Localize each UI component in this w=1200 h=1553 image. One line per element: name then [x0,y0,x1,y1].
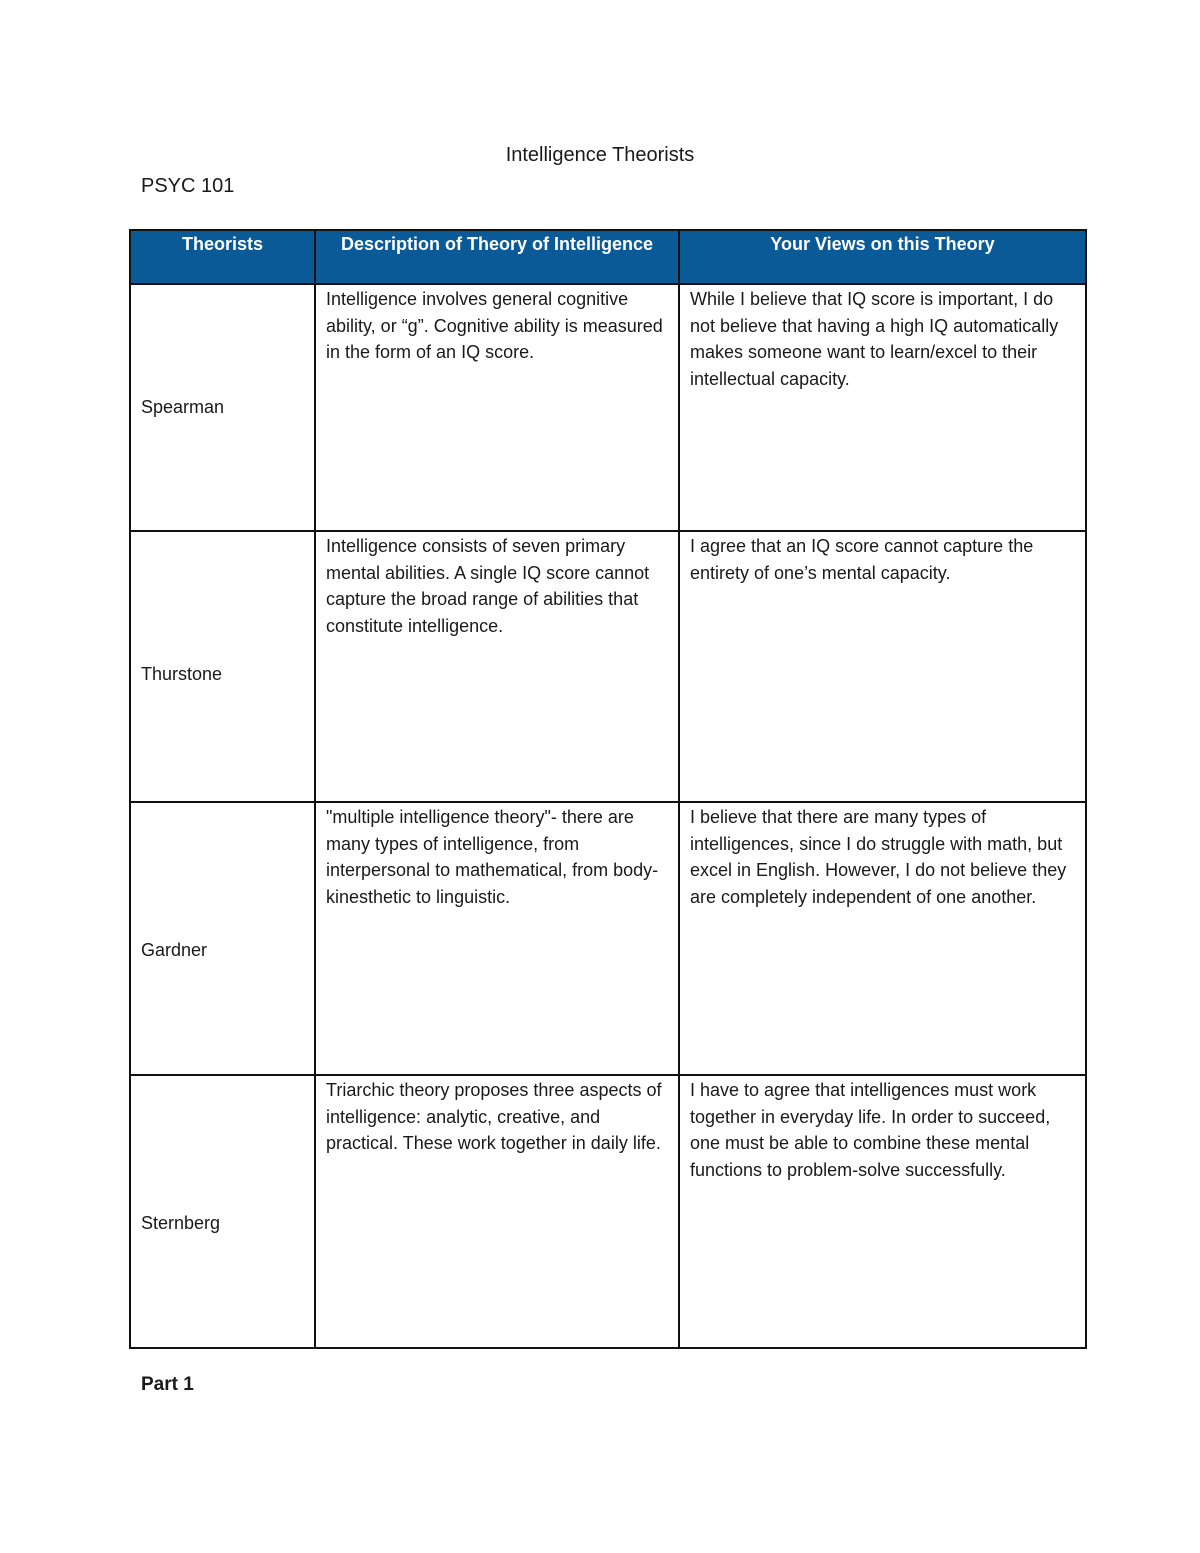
description-cell: Intelligence consists of seven primary mental abilities. A single IQ score cannot capture the broad range of abilities that constitute intelligence. [315,531,679,802]
table-row [130,1075,1086,1348]
theorists-table [129,229,1087,1349]
table-header-row [130,230,1086,284]
description-cell: Triarchic theory proposes three aspects of intelligence: analytic, creative, and practical. These work together in daily life. [315,1075,679,1348]
header-description: Description of Theory of Intelligence [315,230,679,284]
view-cell: I agree that an IQ score cannot capture the entirety of one’s mental capacity. [679,531,1086,802]
theorist-name: Sternberg [141,1213,221,1234]
table-row [130,284,1086,531]
course-code: PSYC 101 [141,175,235,197]
theorist-cell [130,802,315,1075]
description-cell: "multiple intelligence theory"- there are many types of intelligence, from interpersonal to mathematical, from body-kinesthetic to linguistic. [315,802,679,1075]
header-theorists: Theorists [130,230,315,284]
table-row [130,802,1086,1075]
table-row [130,531,1086,802]
theorist-name: Thurstone [141,664,223,685]
view-cell: While I believe that IQ score is important, I do not believe that having a high IQ automatically makes someone want to learn/excel to their intellectual capacity. [679,284,1086,531]
view-cell: I believe that there are many types of intelligences, since I do struggle with math, but excel in English. However, I do not believe they are completely independent of one another. [679,802,1086,1075]
description-cell: Intelligence involves general cognitive ability, or “g”. Cognitive ability is measured in the form of an IQ score. [315,284,679,531]
document-title: Intelligence Theorists [505,144,695,166]
theorist-cell [130,531,315,802]
theorist-name: Spearman [141,397,225,418]
theorist-name: Gardner [141,940,208,961]
part-label: Part 1 [141,1374,194,1395]
view-cell: I have to agree that intelligences must work together in everyday life. In order to succeed, one must be able to combine these mental functions to problem-solve successfully. [679,1075,1086,1348]
theorist-cell [130,1075,315,1348]
header-views: Your Views on this Theory [679,230,1086,284]
theorist-cell [130,284,315,531]
